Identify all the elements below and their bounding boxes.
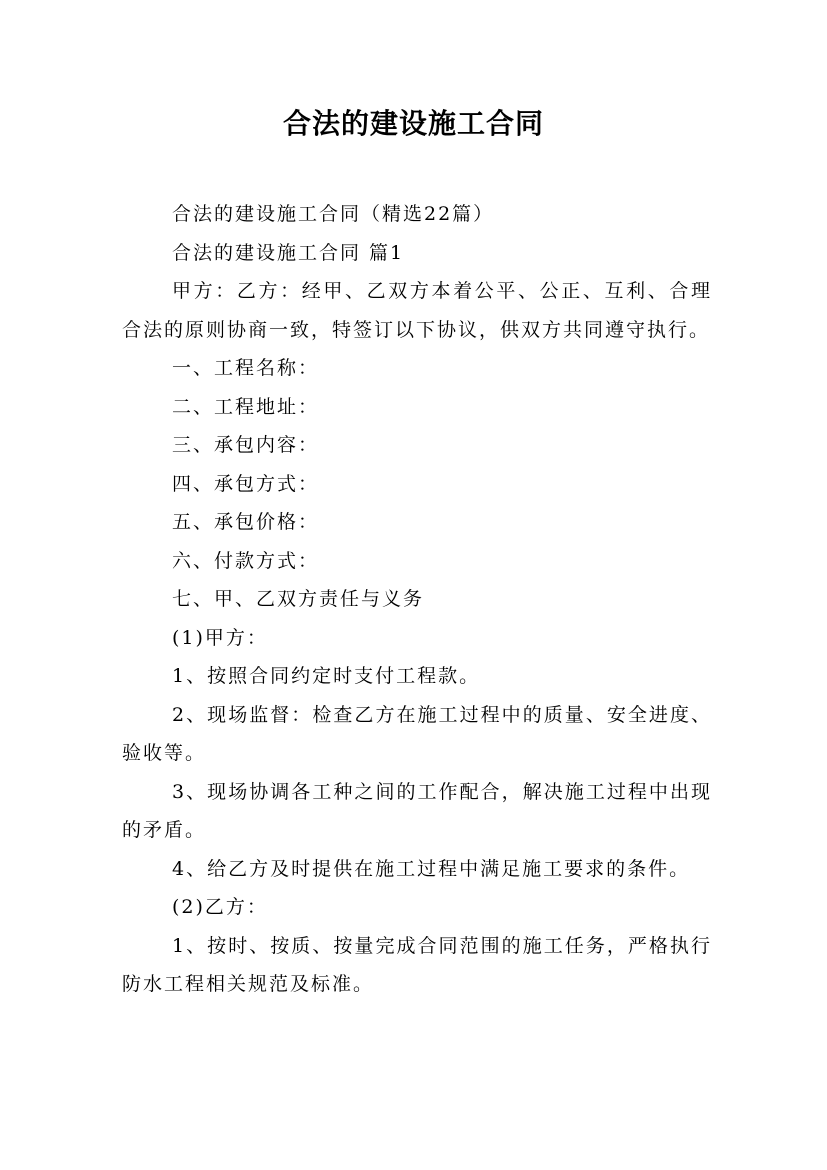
paragraph-subtitle: 合法的建设施工合同（精选22篇） bbox=[172, 203, 495, 225]
document-body bbox=[122, 195, 712, 1004]
paragraph-project-address: 二、工程地址： bbox=[172, 395, 320, 418]
paragraph-payment-method: 六、付款方式： bbox=[172, 549, 320, 572]
paragraph-parties: 甲方：乙方：经甲、乙双方本着公平、公正、互利、合理合法的原则协商一致，特签订以下协议，供双方共同遵守执行。 bbox=[122, 280, 712, 341]
paragraph-contract-price: 五、承包价格： bbox=[172, 511, 320, 533]
paragraph-party-a-item-4: 4、给乙方及时提供在施工过程中满足施工要求的条件。 bbox=[172, 857, 691, 880]
paragraph-party-a-heading: (1)甲方： bbox=[172, 626, 268, 649]
paragraph-contract-content: 三、承包内容： bbox=[172, 434, 320, 456]
paragraph-responsibilities: 七、甲、乙双方责任与义务 bbox=[172, 588, 425, 610]
paragraph-section-heading: 合法的建设施工合同 篇1 bbox=[172, 241, 405, 264]
paragraph-party-b-heading: (2)乙方： bbox=[172, 896, 268, 918]
paragraph-contract-method: 四、承包方式： bbox=[172, 472, 320, 495]
paragraph-party-b-item-1: 1、按时、按质、按量完成合同范围的施工任务，严格执行防水工程相关规范及标准。 bbox=[122, 934, 712, 995]
document-title: 合法的建设施工合同 bbox=[282, 107, 544, 140]
paragraph-project-name: 一、工程名称： bbox=[172, 357, 320, 379]
paragraph-party-a-item-3: 3、现场协调各工种之间的工作配合，解决施工过程中出现的矛盾。 bbox=[122, 780, 712, 841]
paragraph-party-a-item-1: 1、按照合同约定时支付工程款。 bbox=[172, 665, 481, 687]
paragraph-party-a-item-2: 2、现场监督：检查乙方在施工过程中的质量、安全进度、验收等。 bbox=[122, 703, 712, 764]
